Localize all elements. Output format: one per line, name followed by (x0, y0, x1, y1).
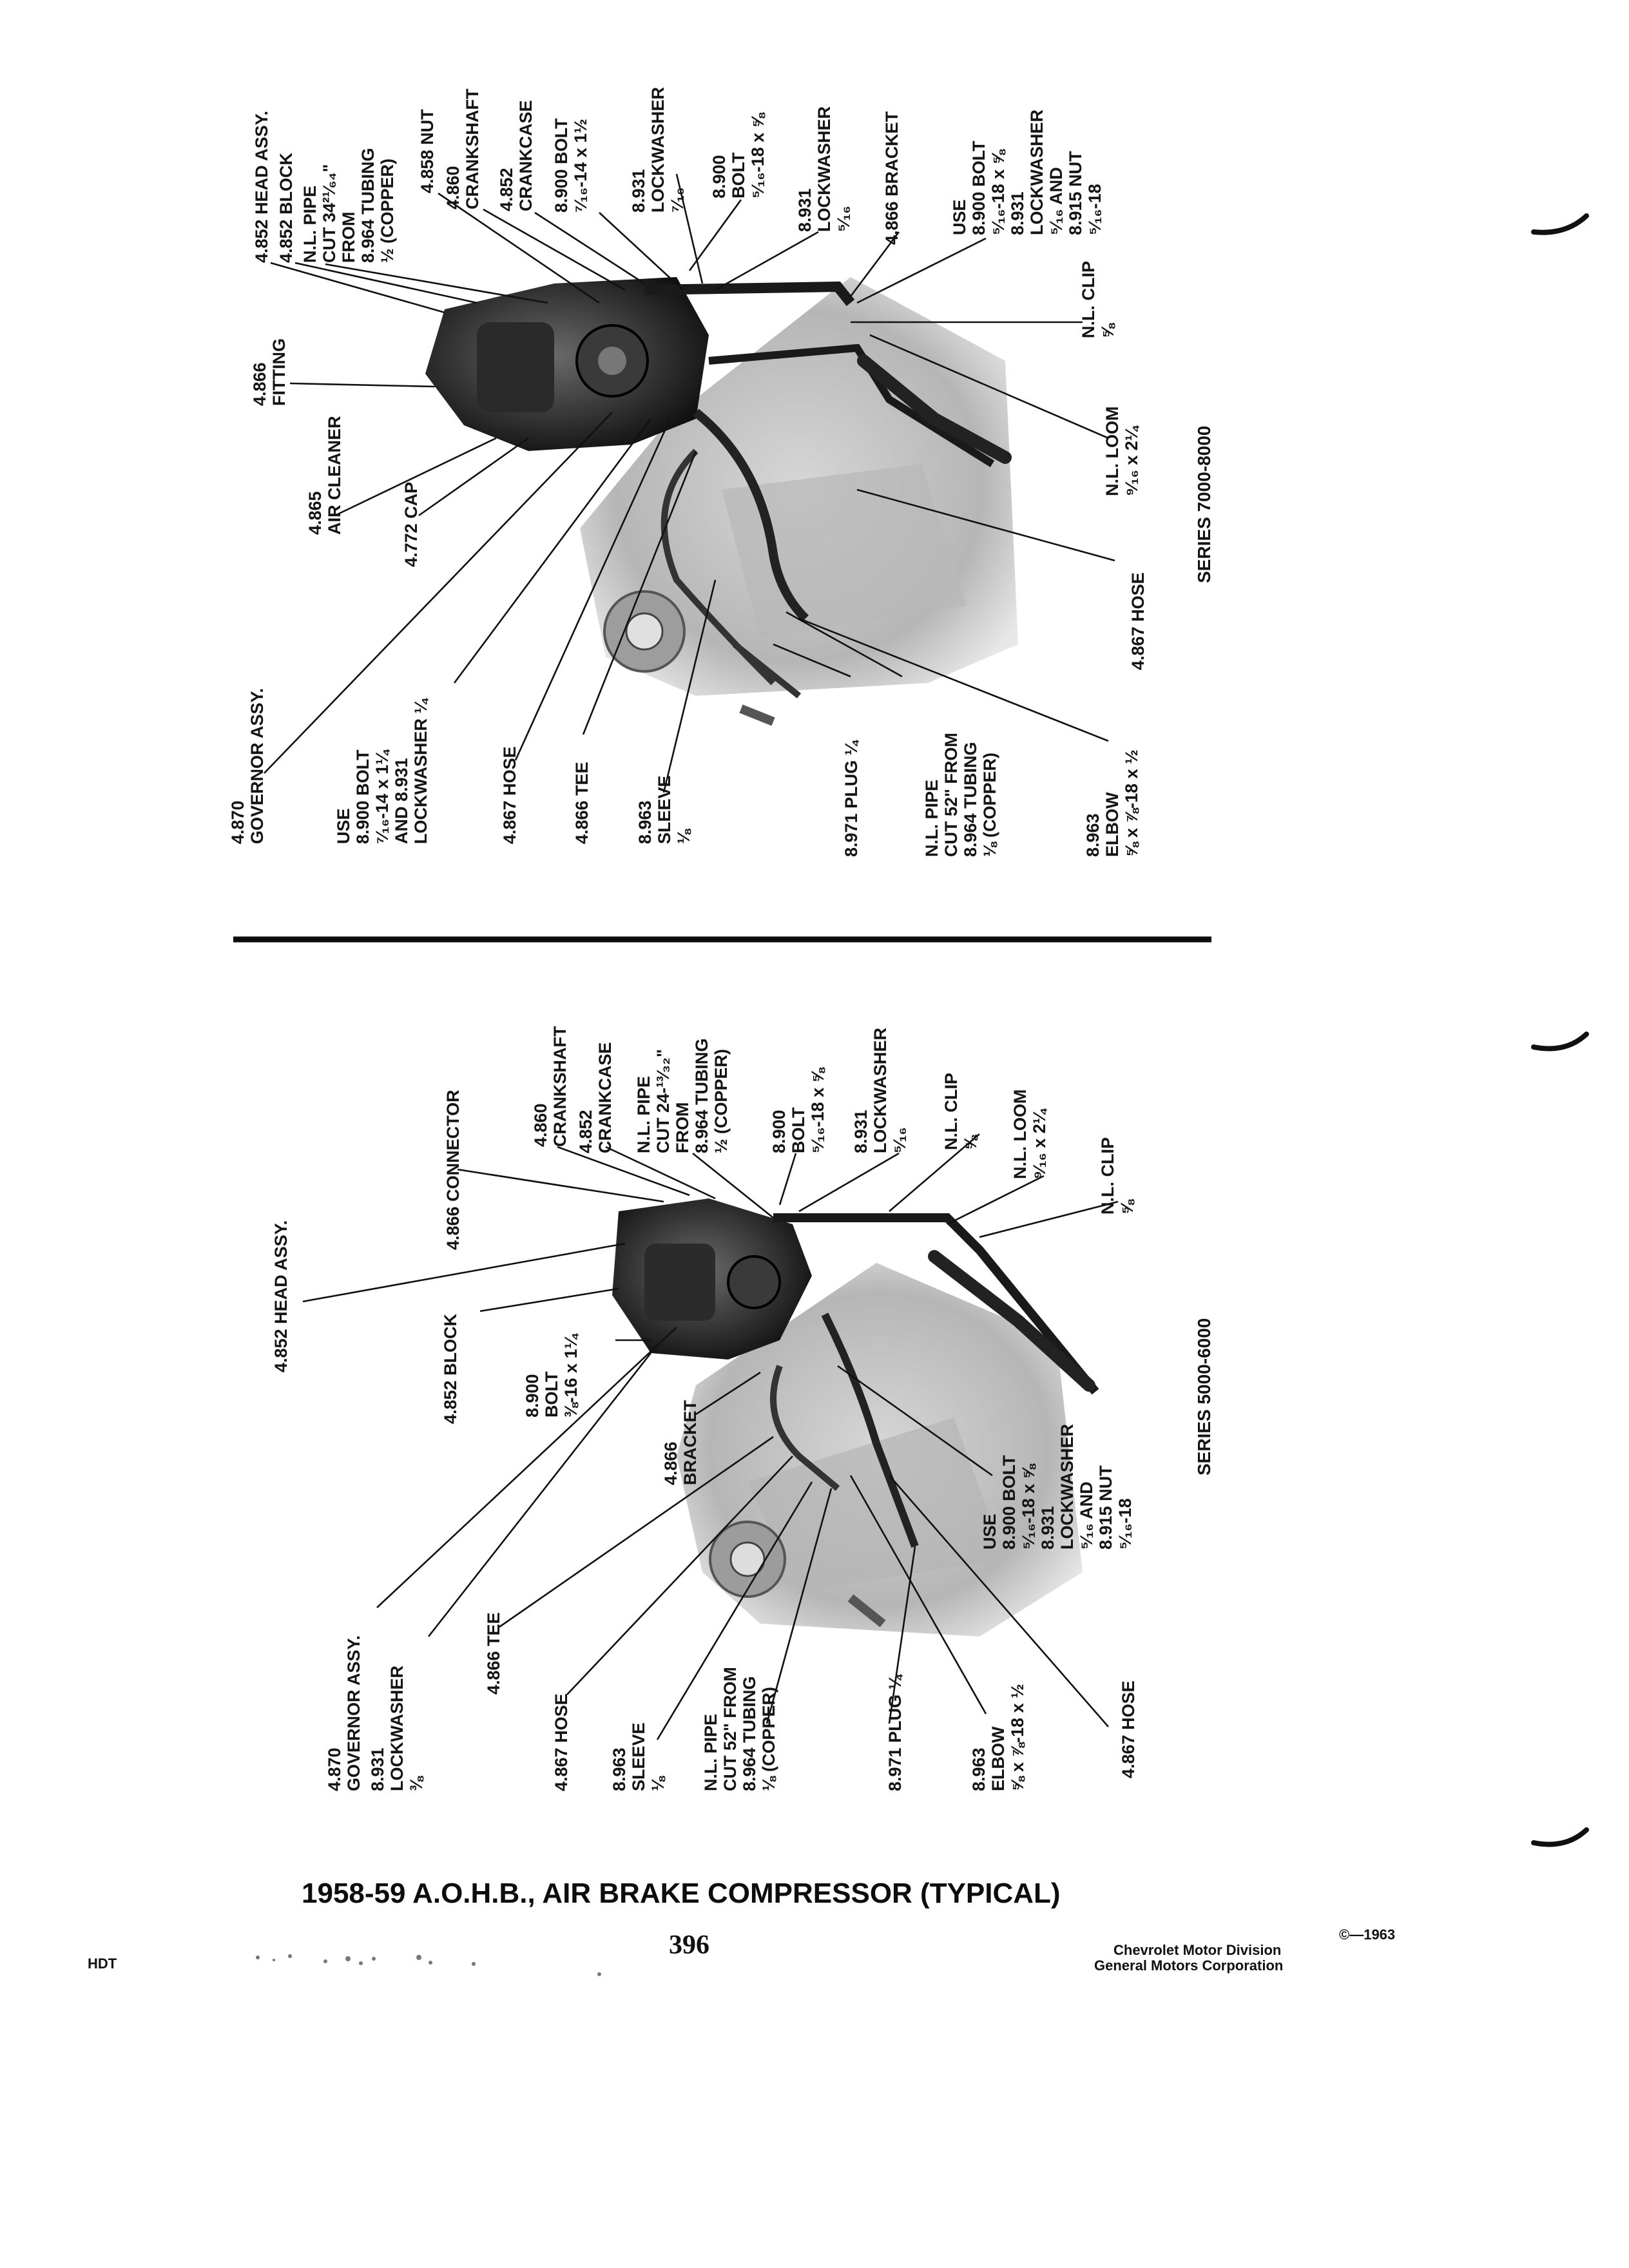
label-line: USE (950, 199, 969, 235)
label-line: 4.866 BRACKET (882, 111, 901, 245)
label-line: N.L. PIPE (300, 185, 320, 263)
label-line: USE (334, 808, 353, 844)
label-crankshaft (443, 88, 482, 209)
label-line: BOLT (542, 1371, 561, 1418)
label-line: 4.867 HOSE (1119, 1680, 1138, 1778)
binding-mark-2 (1534, 1034, 1586, 1049)
label-line: FROM (339, 211, 358, 263)
label-line: 8.900 (769, 1110, 789, 1153)
label-line: ⅛ (COPPER) (980, 752, 999, 857)
label-line: BOLT (729, 152, 748, 198)
label-line: N.L. CLIP (1079, 261, 1098, 338)
label-line: 8.931 (368, 1747, 387, 1791)
label-line: CRANKCASE (516, 100, 535, 211)
label-hose-right (1119, 1680, 1138, 1778)
label-line: ELBOW (988, 1726, 1008, 1791)
label-bolt-516 (709, 112, 767, 198)
label-plug (885, 1673, 905, 1791)
label-line: N.L. CLIP (941, 1073, 961, 1150)
label-line: AIR CLEANER (325, 416, 344, 535)
label-line: USE (980, 1514, 999, 1550)
label-line: 8.900 BOLT (353, 749, 372, 844)
label-line: GOVERNOR ASSY. (344, 1635, 363, 1791)
label-lockwasher-716 (629, 87, 687, 213)
label-hose-left (552, 1693, 571, 1791)
label-line: 8.931 (629, 169, 648, 213)
label-line: 8.931 (1038, 1506, 1057, 1550)
label-line: CUT 34²¹⁄₆₄" (320, 164, 339, 263)
label-air-cleaner (305, 416, 344, 535)
label-hose-left (500, 746, 519, 844)
label-line: N.L. LOOM (1103, 406, 1122, 496)
label-loom (1010, 1090, 1049, 1179)
label-line: 4.852 (576, 1110, 595, 1153)
label-line: ⁹⁄₁₆ x 2¼ (1122, 426, 1141, 496)
label-line: BOLT (789, 1107, 808, 1153)
label-lockwasher-38 (368, 1666, 426, 1791)
label-line: LOCKWASHER (387, 1666, 407, 1791)
label-pipe (634, 1038, 731, 1153)
compressor-top (425, 277, 709, 451)
label-line: CUT 52" FROM (720, 1667, 740, 1791)
label-line: AND 8.931 (392, 758, 411, 844)
series-top: SERIES 7000-8000 (1194, 425, 1214, 583)
label-line: 8.971 PLUG ¼ (842, 740, 861, 857)
label-hose-right (1128, 572, 1148, 670)
label-cap (401, 482, 421, 567)
copyright-line-2: Chevrolet Motor Division (1113, 1942, 1282, 1958)
label-line: 4.852 BLOCK (276, 152, 296, 263)
label-line: ⅛ (COPPER) (759, 1686, 778, 1791)
label-line: LOCKWASHER (1027, 110, 1046, 235)
label-line: ⁵⁄₁₆-18 x ⅝ (748, 113, 767, 198)
label-line: ⁵⁄₁₆ (890, 1127, 909, 1153)
label-line: ⁵⁄₁₆-18 (1115, 1498, 1135, 1550)
label-lockwasher-516 (795, 106, 853, 232)
label-line: 8.915 NUT (1066, 151, 1085, 235)
label-head-assy (271, 1220, 291, 1372)
label-bolt-716 (552, 118, 590, 213)
label-line: 4.858 NUT (418, 109, 437, 193)
label-line: ⅜-16 x 1¼ (561, 1334, 581, 1418)
label-line: 4.867 HOSE (1128, 572, 1148, 670)
binding-mark-1 (1534, 216, 1586, 233)
label-pipe52 (922, 733, 999, 857)
label-line: 8.964 TUBING (358, 148, 378, 263)
label-line: 4.772 CAP (401, 481, 421, 567)
label-line: N.L. CLIP (1098, 1137, 1117, 1215)
label-line: 8.900 (523, 1374, 542, 1418)
label-line: ⅝ (1117, 1200, 1137, 1215)
label-line: ⅜ (407, 1776, 426, 1791)
label-line: 8.931 (795, 188, 815, 232)
label-crankcase (497, 100, 535, 211)
label-line: 4.852 HEAD ASSY. (252, 110, 271, 263)
label-line: CRANKCASE (595, 1042, 615, 1153)
label-line: CUT 24-¹³⁄₃₂" (653, 1049, 673, 1153)
label-fitting (250, 338, 289, 406)
label-pipe52 (701, 1667, 778, 1791)
label-line: 4.867 HOSE (552, 1693, 571, 1791)
label-line: 8.931 (1008, 191, 1027, 235)
label-line: 4.852 (497, 168, 516, 211)
label-line: SLEEVE (655, 775, 674, 844)
label-line: ⁵⁄₁₆-18 x ⅝ (808, 1068, 827, 1153)
label-line: ⅝ (1098, 323, 1117, 338)
label-line: 8.931 (851, 1110, 871, 1153)
label-line: 8.964 TUBING (961, 742, 980, 857)
label-line: ⁷⁄₁₆ (668, 187, 687, 213)
label-line: BRACKET (680, 1400, 700, 1485)
label-line: 4.860 (443, 166, 463, 209)
label-line: N.L. PIPE (922, 779, 941, 857)
label-bracket (661, 1399, 700, 1485)
binding-mark-3 (1534, 1830, 1586, 1845)
label-line: 4.866 TEE (572, 762, 592, 844)
label-line: ELBOW (1103, 792, 1122, 857)
top-illustration (425, 277, 1018, 722)
label-pipe (300, 148, 397, 263)
label-clip (1079, 261, 1117, 338)
label-tee (484, 1612, 503, 1695)
label-line: ⅝ (961, 1135, 980, 1150)
label-line: 8.900 BOLT (552, 118, 571, 213)
label-plug (842, 739, 861, 857)
label-block (276, 152, 296, 263)
label-line: CRANKSHAFT (550, 1026, 570, 1147)
copyright-line-1: ©—1963 (1339, 1927, 1396, 1943)
label-connector (443, 1090, 463, 1250)
label-line: ⁵⁄₁₆ AND (1046, 167, 1066, 235)
label-line: 8.915 NUT (1096, 1465, 1115, 1550)
label-line: LOCKWASHER (871, 1028, 890, 1153)
label-line: 4.865 (305, 491, 325, 535)
label-line: SLEEVE (629, 1722, 648, 1791)
label-line: ⅛ (648, 1776, 668, 1791)
label-line: FROM (673, 1102, 692, 1153)
label-line: ⁵⁄₁₆-18 (1085, 184, 1104, 235)
label-line: N.L. PIPE (634, 1075, 653, 1153)
label-line: ⅛ (674, 829, 693, 844)
series-bottom: SERIES 5000-6000 (1194, 1318, 1214, 1475)
label-line: 8.964 TUBING (692, 1038, 711, 1153)
label-line: ⅝ x ⅞-18 x ½ (1122, 749, 1141, 857)
label-bracket (882, 111, 901, 245)
label-crankcase (576, 1042, 615, 1153)
label-line: 8.971 PLUG ¼ (885, 1675, 905, 1791)
label-line: ½ (COPPER) (711, 1048, 731, 1153)
label-line: 4.852 HEAD ASSY. (271, 1220, 291, 1372)
label-line: ⅝ x ⅞-18 x ½ (1008, 1684, 1027, 1791)
label-line: N.L. PIPE (701, 1713, 720, 1791)
label-line: LOCKWASHER (648, 87, 668, 213)
label-line: 8.900 (709, 155, 729, 198)
label-line: 4.866 TEE (484, 1612, 503, 1695)
label-line: ⁵⁄₁₆-18 x ⅝ (988, 149, 1008, 235)
label-line: N.L. LOOM (1010, 1089, 1030, 1179)
label-governor (228, 688, 267, 844)
label-line: CUT 52" FROM (941, 733, 961, 857)
label-line: LOCKWASHER (1057, 1424, 1077, 1550)
label-line: LOCKWASHER ¼ (411, 698, 430, 844)
label-line: 4.867 HOSE (500, 746, 519, 844)
label-line: ⁵⁄₁₆-18 x ⅝ (1019, 1464, 1038, 1550)
label-line: 4.852 BLOCK (441, 1313, 460, 1424)
figure-title: 1958-59 A.O.H.B., AIR BRAKE COMPRESSOR (TYPICAL) (302, 1878, 1061, 1909)
label-line: 4.870 (325, 1747, 344, 1791)
label-line: ½ (COPPER) (378, 158, 397, 263)
page-number: 396 (669, 1930, 709, 1960)
copyright-line-3: General Motors Corporation (1094, 1957, 1284, 1974)
label-bolt (769, 1067, 827, 1153)
label-line: 8.963 (1083, 813, 1103, 857)
label-line: 8.900 BOLT (969, 140, 988, 235)
label-line: FITTING (269, 338, 289, 406)
label-use-group (950, 110, 1104, 235)
label-tee (572, 762, 592, 844)
label-sleeve (635, 775, 693, 844)
label-line: 8.963 (635, 800, 655, 844)
label-line: ⁵⁄₁₆ AND (1077, 1481, 1096, 1550)
label-clip-1 (941, 1073, 980, 1150)
label-nut (418, 109, 437, 193)
label-line: 4.866 CONNECTOR (443, 1090, 463, 1250)
label-line: 8.963 (969, 1747, 988, 1791)
left-margin-code: HDT (88, 1956, 117, 1972)
label-crankshaft (531, 1026, 570, 1147)
label-bolt-38 (523, 1332, 581, 1418)
label-line: 4.870 (228, 800, 247, 844)
label-line: 8.964 TUBING (740, 1676, 759, 1791)
label-line: 8.900 BOLT (999, 1455, 1019, 1550)
label-line: 8.963 (610, 1747, 629, 1791)
label-line: ⁷⁄₁₆-14 x 1¼ (372, 750, 392, 844)
label-line: LOCKWASHER (815, 106, 834, 232)
label-line: 4.860 (531, 1103, 550, 1147)
label-head-assy (252, 111, 271, 263)
label-clip-2 (1098, 1137, 1137, 1215)
scan-specks (256, 1954, 601, 1976)
label-line: GOVERNOR ASSY. (247, 687, 267, 844)
label-line: ⁵⁄₁₆ (834, 206, 853, 232)
label-use-bolt-group (334, 698, 430, 845)
label-block (441, 1313, 460, 1424)
label-line: CRANKSHAFT (463, 88, 482, 209)
label-elbow (1083, 749, 1141, 857)
label-sleeve (610, 1722, 668, 1791)
label-line: 4.866 (661, 1441, 680, 1485)
label-lockwasher (851, 1028, 909, 1153)
label-line: 4.866 (250, 362, 269, 406)
label-loom (1103, 407, 1141, 496)
label-governor (325, 1635, 363, 1791)
label-line: ⁹⁄₁₆ x 2¼ (1030, 1109, 1049, 1179)
label-line: ⁷⁄₁₆-14 x 1½ (571, 119, 590, 213)
